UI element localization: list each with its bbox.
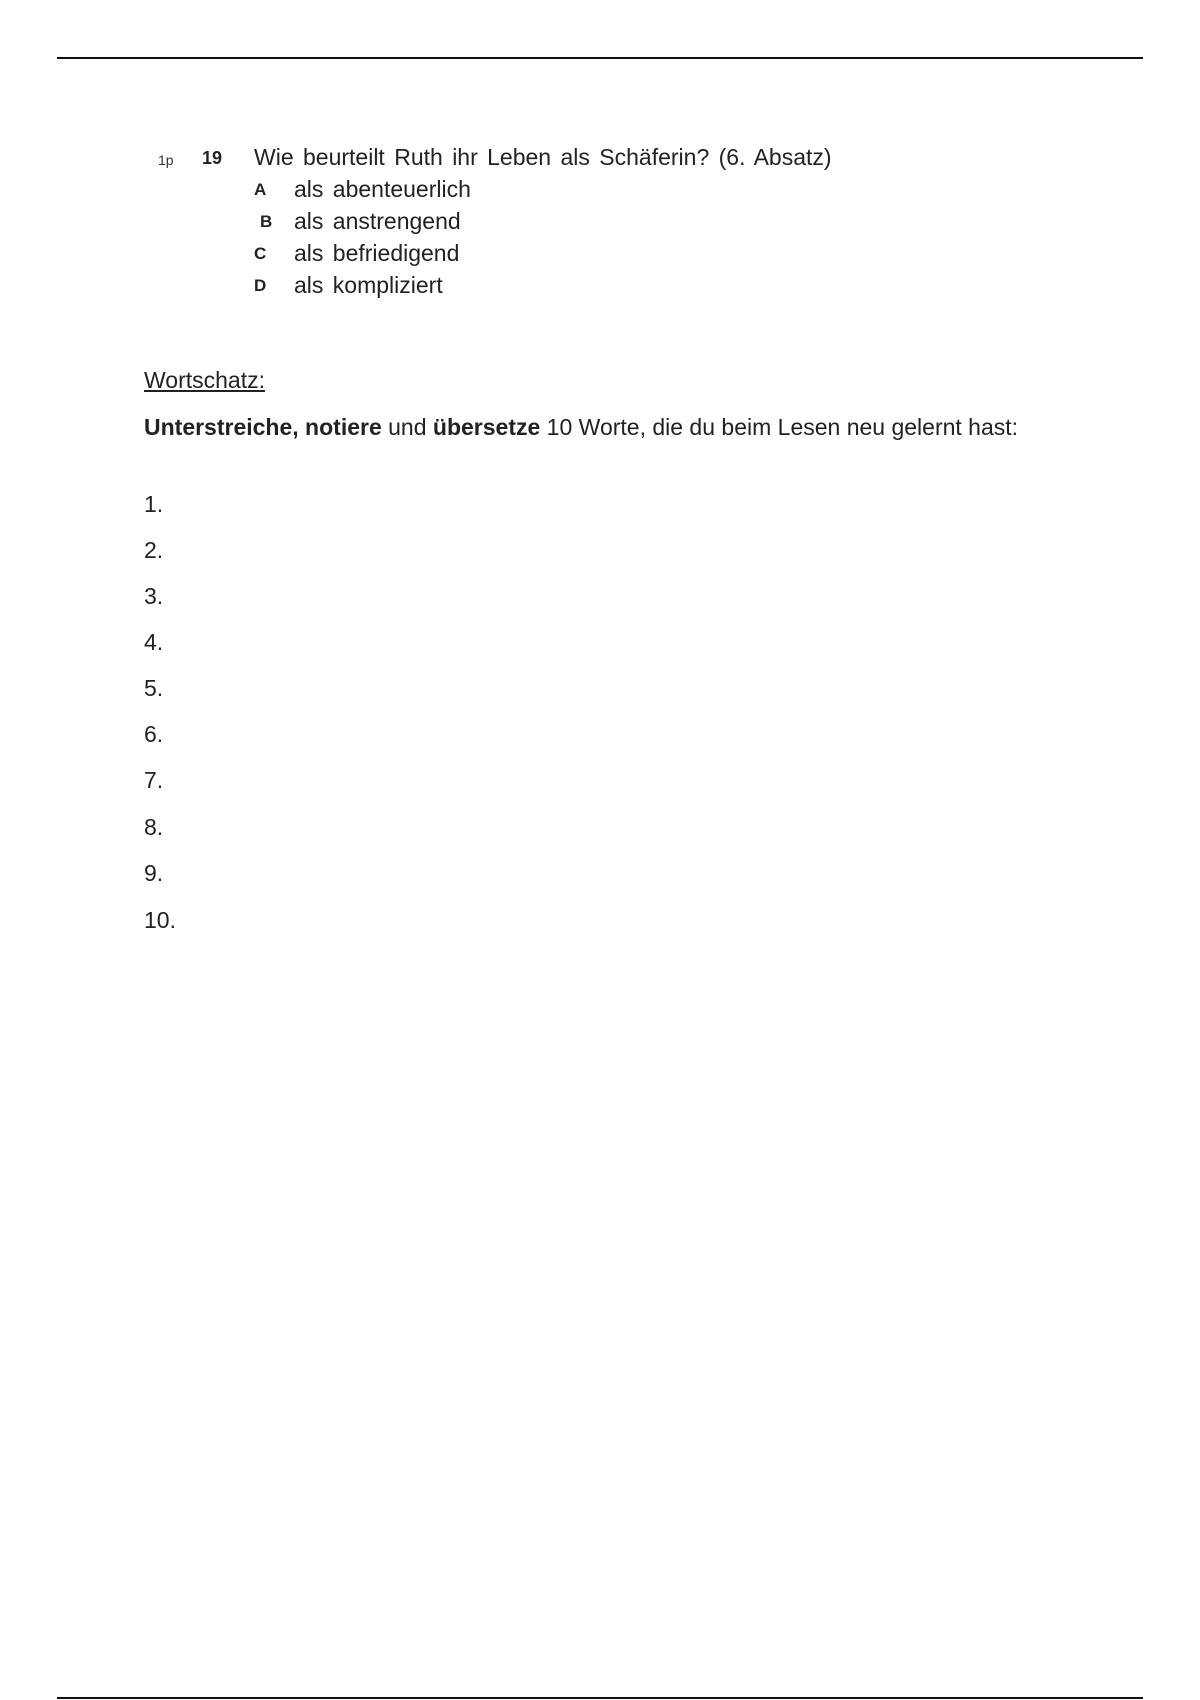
list-item: 9. bbox=[144, 860, 164, 886]
list-item: 4. bbox=[144, 629, 164, 655]
option-text: als abenteuerlich bbox=[294, 176, 471, 202]
instruction-rest: 10 Worte, die du beim Lesen neu gelernt hast: bbox=[540, 414, 1019, 440]
list-item: 5. bbox=[144, 675, 164, 701]
option-text: als befriedigend bbox=[294, 240, 460, 266]
list-item: 6. bbox=[144, 721, 164, 747]
list-item: 8. bbox=[144, 814, 164, 840]
bottom-rule bbox=[57, 1697, 1143, 1699]
instruction-bold-verbs: Unterstreiche, notiere bbox=[144, 414, 382, 440]
list-item: 7. bbox=[144, 767, 164, 793]
vocabulary-heading: Wortschatz: bbox=[144, 367, 265, 393]
list-item: 1. bbox=[144, 491, 164, 517]
option-text: als kompliziert bbox=[294, 272, 443, 298]
question-points: 1p bbox=[158, 152, 174, 168]
question-text: Wie beurteilt Ruth ihr Leben als Schäferin? (6. Absatz) bbox=[254, 144, 832, 170]
option-text: als anstrengend bbox=[294, 208, 461, 234]
instruction-bold-translate: übersetze bbox=[432, 414, 541, 440]
option-letter: C bbox=[254, 244, 267, 263]
top-rule bbox=[57, 57, 1143, 59]
list-item: 2. bbox=[144, 537, 164, 563]
option-letter: B bbox=[260, 212, 273, 231]
option-letter: D bbox=[254, 276, 267, 295]
option-letter: A bbox=[254, 180, 267, 199]
list-item: 10. bbox=[144, 907, 176, 933]
list-item: 3. bbox=[144, 583, 164, 609]
instruction-connector: und bbox=[381, 414, 433, 440]
question-number: 19 bbox=[202, 148, 223, 168]
vocabulary-instruction bbox=[144, 412, 1024, 442]
